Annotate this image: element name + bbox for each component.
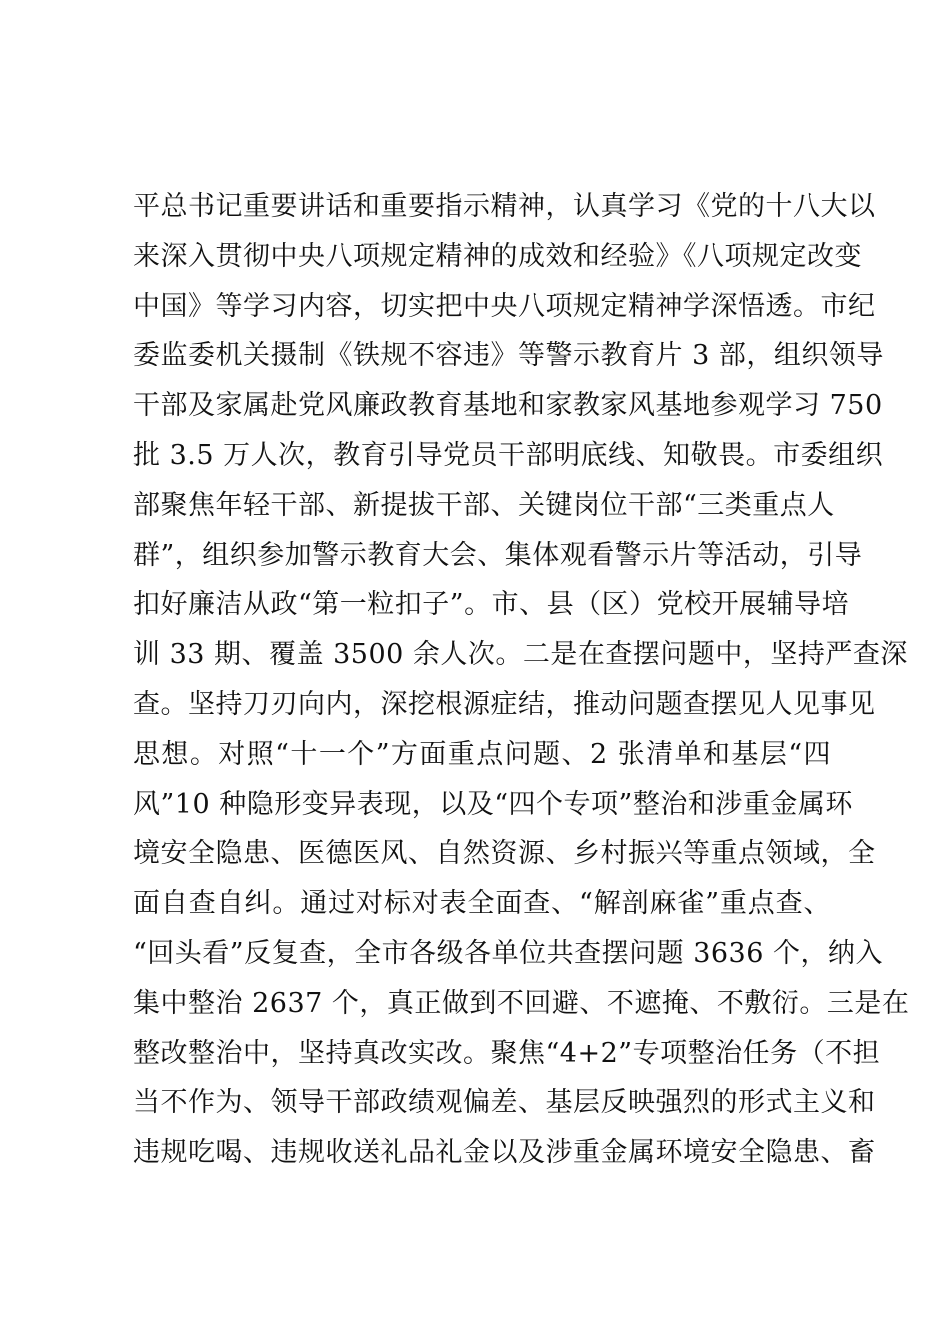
text-line: 扣好廉洁从政“第一粒扣子”。市、县（区）党校开展辅导培 [133, 589, 850, 621]
text-line: 风”10 种隐形变异表现，以及“四个专项”整治和涉重金属环 [133, 788, 853, 820]
text-line: “回头看”反复查，全市各级各单位共查摆问题 3636 个，纳入 [133, 937, 883, 969]
text-line: 来深入贯彻中央八项规定精神的成效和经验》《八项规定改变 [133, 240, 862, 272]
text-line: 群”，组织参加警示教育大会、集体观看警示片等活动，引导 [133, 539, 863, 571]
text-line: 平总书记重要讲话和重要指示精神，认真学习《党的十八大以 [133, 191, 876, 222]
text-line: 查。坚持刀刃向内，深挖根源症结，推动问题查摆见人见事见 [133, 688, 876, 720]
body-paragraph [133, 182, 910, 1178]
text-line: 境安全隐患、医德医风、自然资源、乡村振兴等重点领域，全 [133, 838, 876, 870]
text-line: 整改整治中，坚持真改实改。聚焦“4+2”专项整治任务（不担 [133, 1037, 881, 1069]
text-line: 集中整治 2637 个，真正做到不回避、不遮掩、不敷衍。三是在 [133, 987, 910, 1019]
text-line: 训 33 期、覆盖 3500 余人次。二是在查摆问题中，坚持严查深 [133, 639, 908, 671]
text-line: 委监委机关摄制《铁规不容违》等警示教育片 3 部，组织领导 [133, 340, 884, 372]
text-line: 批 3.5 万人次，教育引导党员干部明底线、知敬畏。市委组织 [133, 439, 884, 471]
text-line: 违规吃喝、违规收送礼品礼金以及涉重金属环境安全隐患、畜 [133, 1137, 876, 1169]
text-line: 思想。对照“十一个”方面重点问题、2 张清单和基层“四 [133, 738, 831, 770]
text-line: 中国》等学习内容，切实把中央八项规定精神学深悟透。市纪 [133, 290, 876, 322]
text-line: 干部及家属赴党风廉政教育基地和家教家风基地参观学习 750 [133, 390, 883, 422]
text-line: 面自查自纠。通过对标对表全面查、“解剖麻雀”重点查、 [133, 888, 831, 920]
text-line: 部聚焦年轻干部、新提拔干部、关键岗位干部“三类重点人 [133, 489, 835, 521]
text-line: 当不作为、领导干部政绩观偏差、基层反映强烈的形式主义和 [133, 1087, 876, 1119]
